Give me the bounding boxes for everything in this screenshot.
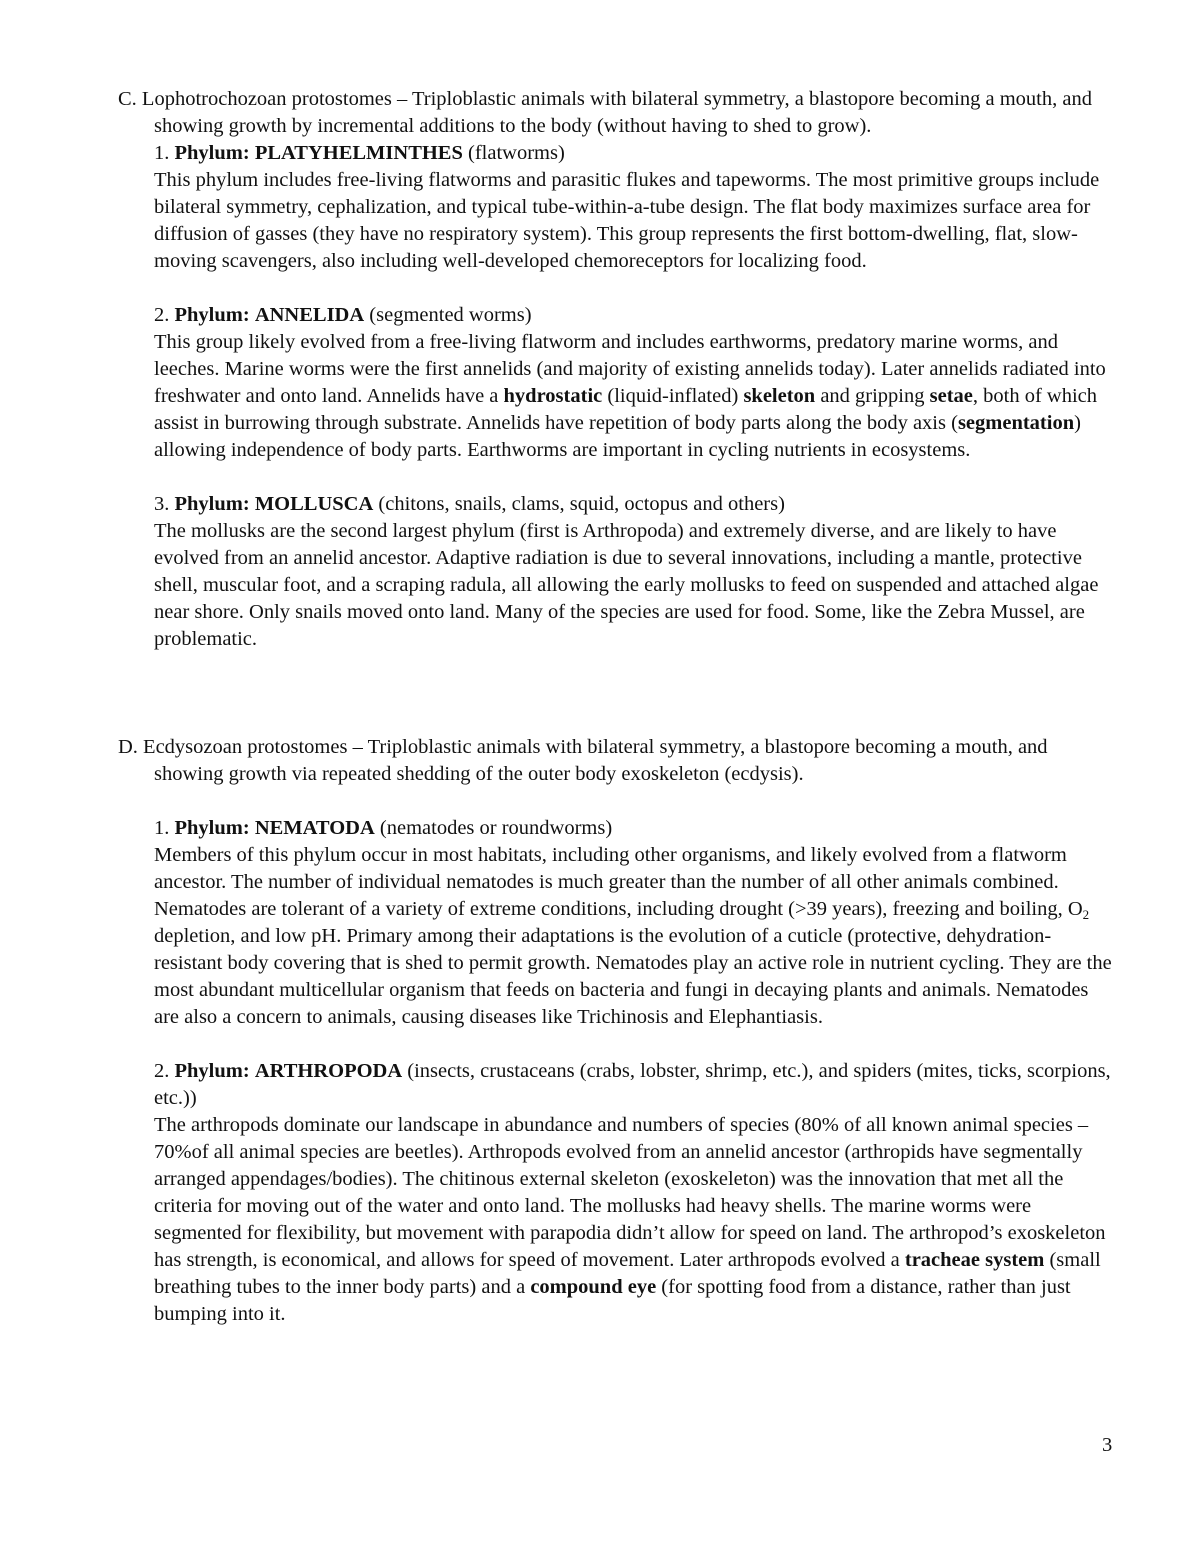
term-hydrostatic: hydrostatic <box>503 385 603 407</box>
phylum-annelida <box>154 302 1118 464</box>
term-compound-eye: compound eye <box>530 1276 657 1298</box>
phylum-title: 3. Phylum: MOLLUSCA (chitons, snails, clams, squid, octopus and others) <box>154 493 785 515</box>
term-tracheae-system: tracheae system <box>904 1249 1045 1271</box>
section-d <box>118 734 1118 1328</box>
phylum-description: The arthropods dominate our landscape in abundance and numbers of species (80% of all known animal species – 70%of all animal species are beetles). Arthropods evolved from an annelid ancestor (arthropids have segmentally arranged appendages/bodies). The chitinous external skeleton (exoskeleton) was the innovation that met all the criteria for moving out of the water and onto land. The mollusks had heavy shells. The marine worms were segmented for flexibility, but movement with parapodia didn’t allow for speed on land. The arthropod’s exoskeleton has strength, is economical, and allows for speed of movement. Later arthropods evolved a tracheae system (small breathing tubes to the inner body parts) and a compound eye (for spotting food from a distance, rather than just bumping into it. <box>154 1114 1106 1325</box>
phylum-description: This group likely evolved from a free-living flatworm and includes earthworms, predatory marine worms, and leeches. Marine worms were the first annelids (and majority of existing annelids today). Later annelids radiated into freshwater and onto land. Annelids have a hydrostatic (liquid-inflated) skeleton and gripping setae, both of which assist in burrowing through substrate. Annelids have repetition of body parts along the body axis (segmentation) allowing independence of body parts. Earthworms are important in cycling nutrients in ecosystems. <box>154 331 1106 461</box>
section-c-heading: C. Lophotrochozoan protostomes – Triploblastic animals with bilateral symmetry, a blastopore becoming a mouth, and showing growth by incremental additions to the body (without having to shed to grow). <box>118 88 1092 137</box>
section-c <box>118 86 1118 653</box>
term-skeleton: skeleton <box>743 385 816 407</box>
phylum-description: This phylum includes free-living flatworms and parasitic flukes and tapeworms. The most primitive groups include bilateral symmetry, cephalization, and typical tube-within-a-tube design. The flat body maximizes surface area for diffusion of gasses (they have no respiratory system). This group represents the first bottom-dwelling, flat, slow-moving scavengers, also including well-developed chemoreceptors for localizing food. <box>154 169 1100 272</box>
subscript-2: 2 <box>1082 907 1090 922</box>
term-setae: setae <box>929 385 973 407</box>
phylum-title: 1. Phylum: NEMATODA (nematodes or roundworms) <box>154 817 613 839</box>
phylum-title: 2. Phylum: ANNELIDA (segmented worms) <box>154 304 532 326</box>
term-segmentation: segmentation <box>957 412 1075 434</box>
phylum-mollusca <box>154 491 1118 653</box>
phylum-platyhelminthes <box>154 140 1118 275</box>
phylum-description: The mollusks are the second largest phylum (first is Arthropoda) and extremely diverse, and are likely to have evolved from an annelid ancestor. Adaptive radiation is due to several innovations, including a mantle, protective shell, muscular foot, and a scraping radula, all allowing the early mollusks to feed on suspended and attached algae near shore. Only snails moved onto land. Many of the species are used for food. Some, like the Zebra Mussel, are problematic. <box>154 520 1099 650</box>
phylum-title: 2. Phylum: ARTHROPODA (insects, crustaceans (crabs, lobster, shrimp, etc.), and spiders (mites, ticks, scorpions, etc.)) <box>154 1060 1111 1109</box>
page-number: 3 <box>1102 1434 1113 1456</box>
phylum-nematoda <box>154 815 1118 1031</box>
phylum-title: 1. Phylum: PLATYHELMINTHES (flatworms) <box>154 142 565 164</box>
phylum-arthropoda <box>154 1058 1118 1328</box>
phylum-description: Members of this phylum occur in most habitats, including other organisms, and likely evolved from a flatworm ancestor. The number of individual nematodes is much greater than the number of all other animals combined. Nematodes are tolerant of a variety of extreme conditions, including drought (>39 years), freezing and boiling, $O_2$ depletion, and low pH. Primary among their adaptations is the evolution of a cuticle (protective, dehydration-resistant body covering that is shed to permit growth. Nematodes play an active role in nutrient cycling. They are the most abundant multicellular organism that feeds on bacteria and fungi in decaying plants and animals. Nematodes are also a concern to animals, causing diseases like Trichinosis and Elephantiasis. <box>154 844 1112 1028</box>
section-d-heading: D. Ecdysozoan protostomes – Triploblastic animals with bilateral symmetry, a blastopore becoming a mouth, and showing growth via repeated shedding of the outer body exoskeleton (ecdysis). <box>118 736 1048 785</box>
